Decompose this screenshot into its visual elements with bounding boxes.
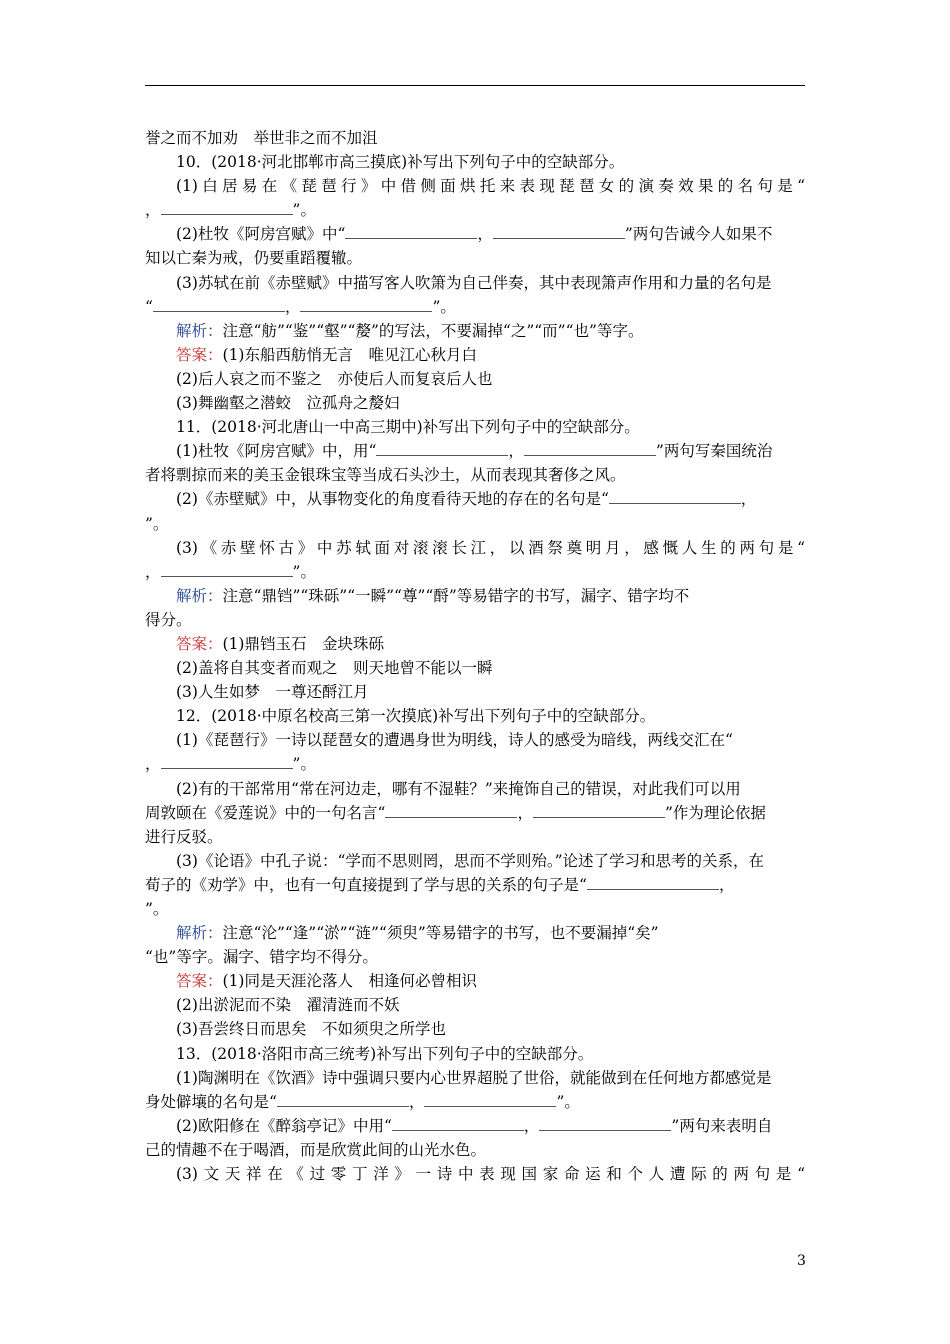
text-segment: ”两句来表明自 [671, 1116, 773, 1135]
header-rule [145, 85, 805, 86]
text-segment: (1)东船西舫悄无言 唯见江心秋月白 [222, 345, 477, 364]
text-segment: (3)《赤壁怀古》中苏轼面对滚滚长江，以酒祭奠明月，感慨人生的两句是“ [176, 538, 805, 557]
text-line [145, 608, 805, 632]
text-line [145, 126, 805, 150]
text-line [145, 512, 805, 536]
text-segment: (3)舞幽壑之潜蛟 泣孤舟之嫠妇 [176, 394, 400, 413]
text-line [145, 1162, 805, 1186]
fill-in-blank [161, 754, 293, 769]
fill-in-blank [533, 803, 665, 818]
text-line [145, 993, 805, 1017]
text-segment: ”。 [432, 297, 456, 316]
text-segment: “也”等字。漏字、错字均不得分。 [145, 948, 378, 967]
text-line [145, 536, 805, 560]
fill-in-blank [609, 489, 741, 504]
fill-in-blank [524, 441, 656, 456]
text-segment: ， [408, 1092, 425, 1111]
text-line [145, 1042, 805, 1066]
text-segment: (2)《赤壁赋》中，从事物变化的角度看待天地的存在的名句是“ [176, 490, 609, 509]
text-line [145, 801, 805, 825]
text-segment: (2)后人哀之而不鉴之 亦使后人而复哀后人也 [176, 369, 493, 388]
text-segment: ”两句写秦国统治 [655, 442, 773, 461]
text-segment: 誉之而不加劝 举世非之而不加沮 [145, 129, 378, 147]
fill-in-blank [539, 1116, 671, 1131]
text-segment: (1)鼎铛玉石 金块珠砾 [222, 634, 384, 653]
text-segment: ， [477, 225, 493, 244]
text-segment: (2)有的干部常用“常在河边走，哪有不湿鞋？”来掩饰自己的错误，对此我们可以用 [176, 779, 741, 798]
text-line [145, 391, 805, 415]
text-segment: ， [145, 755, 161, 774]
text-segment: (2)欧阳修在《醉翁亭记》中用“ [176, 1116, 392, 1135]
text-segment: ， [740, 490, 757, 509]
text-segment: 进行反驳。 [145, 827, 223, 846]
text-segment: (2)杜牧《阿房宫赋》中“ [176, 225, 346, 244]
analysis-label: 解析： [176, 586, 223, 605]
document-body [145, 126, 805, 1186]
text-line [145, 198, 805, 222]
text-segment: (2)出淤泥而不染 濯清涟而不妖 [176, 996, 400, 1015]
text-segment: (3)苏轼在前《赤壁赋》中描写客人吹箫为自己伴奏，其中表现箫声作用和力量的名句是 [176, 273, 772, 292]
text-segment: 11．(2018·河北唐山一中高三期中)补写出下列句子中的空缺部分。 [176, 418, 640, 437]
text-segment: 身处僻壤的名句是“ [145, 1092, 277, 1111]
text-line [145, 1066, 805, 1090]
fill-in-blank [161, 200, 293, 215]
text-segment: (1)同是天涯沦落人 相逢何必曾相识 [222, 972, 477, 991]
text-segment: ， [145, 562, 161, 581]
text-line [145, 1090, 805, 1114]
text-segment: ”两句告诫今人如果不 [624, 225, 773, 244]
text-line [145, 1017, 805, 1041]
text-line [145, 271, 805, 295]
text-line [145, 849, 805, 873]
page-number: 3 [797, 1253, 806, 1269]
text-line [145, 921, 805, 945]
text-segment: 者将剽掠而来的美玉金银珠宝等当成石头沙土，从而表现其奢侈之风。 [145, 466, 626, 485]
fill-in-blank [376, 441, 508, 456]
text-segment: 13．(2018·洛阳市高三统考)补写出下列句子中的空缺部分。 [176, 1044, 594, 1063]
answer-label: 答案： [176, 972, 223, 991]
fill-in-blank [392, 1116, 524, 1131]
text-segment: ”。 [292, 201, 316, 220]
text-line [145, 439, 805, 463]
text-line [145, 367, 805, 391]
text-line [145, 150, 805, 174]
text-segment: (3)人生如梦 一尊还酹江月 [176, 683, 369, 702]
text-segment: ”。 [145, 514, 169, 533]
fill-in-blank [277, 1092, 409, 1107]
text-segment: (1)杜牧《阿房宫赋》中，用“ [176, 442, 377, 461]
text-segment: ， [718, 875, 735, 894]
text-line [145, 295, 805, 319]
fill-in-blank [424, 1092, 556, 1107]
answer-label: 答案： [176, 634, 223, 653]
text-line [145, 319, 805, 343]
text-segment: ”。 [292, 755, 316, 774]
text-segment: “ [145, 297, 153, 316]
text-line [145, 343, 805, 367]
text-line [145, 752, 805, 776]
text-segment: ”。 [292, 562, 316, 581]
text-segment: 注意“沦”“逢”“淤”“涟”“须臾”等易错字的书写，也不要漏掉“矣” [222, 924, 659, 943]
text-segment: ， [508, 442, 524, 461]
text-line [145, 584, 805, 608]
text-segment: 荀子的《劝学》中，也有一句直接提到了学与思的关系的句子是“ [145, 875, 587, 894]
text-line [145, 969, 805, 993]
text-line [145, 825, 805, 849]
fill-in-blank [161, 562, 293, 577]
text-segment: 得分。 [145, 610, 192, 629]
text-line [145, 704, 805, 728]
text-segment: (3)吾尝终日而思矣 不如须臾之所学也 [176, 1020, 446, 1039]
text-segment: ”作为理论依据 [664, 803, 766, 822]
analysis-label: 解析： [176, 924, 223, 943]
fill-in-blank [153, 297, 285, 312]
text-line [145, 487, 805, 511]
text-line [145, 1114, 805, 1138]
text-line [145, 632, 805, 656]
text-segment: 注意“鼎铛”“珠砾”“一瞬”“尊”“酹”等易错字的书写，漏字、错字均不 [222, 586, 690, 605]
text-segment: (1)《琵琶行》一诗以琵琶女的遭遇身世为明线，诗人的感受为暗线，两线交汇在“ [176, 731, 733, 750]
text-segment: 10．(2018·河北邯郸市高三摸底)补写出下列句子中的空缺部分。 [176, 153, 625, 172]
fill-in-blank [587, 875, 719, 890]
text-segment: ， [145, 201, 161, 220]
text-line [145, 680, 805, 704]
fill-in-blank [345, 224, 477, 239]
text-segment: (1)陶渊明在《饮酒》诗中强调只要内心世界超脱了世俗，就能做到在任何地方都感觉是 [176, 1068, 772, 1087]
text-line [145, 415, 805, 439]
text-segment: ”。 [145, 900, 169, 918]
analysis-label: 解析： [176, 321, 223, 340]
text-line [145, 463, 805, 487]
text-segment: ， [284, 297, 301, 316]
text-segment: (3)《论语》中孔子说：“学而不思则罔，思而不学则殆。”论述了学习和思考的关系，在 [176, 851, 765, 870]
fill-in-blank [493, 224, 625, 239]
text-line [145, 246, 805, 270]
text-line [145, 728, 805, 752]
text-line [145, 777, 805, 801]
text-segment: ， [523, 1116, 540, 1135]
text-line [145, 560, 805, 584]
fill-in-blank [300, 297, 432, 312]
text-segment: 知以亡秦为戒，仍要重蹈覆辙。 [145, 249, 363, 268]
text-line [145, 897, 805, 921]
text-line [145, 222, 805, 246]
text-segment: 周敦颐在《爱莲说》中的一句名言“ [145, 803, 386, 822]
text-line [145, 174, 805, 198]
text-segment: ”。 [556, 1092, 580, 1111]
text-segment: 己的情趣不在于喝酒，而是欣赏此间的山光水色。 [145, 1140, 487, 1159]
text-line [145, 656, 805, 680]
text-segment: (1)白居易在《琵琶行》中借侧面烘托来表现琵琶女的演奏效果的名句是“ [176, 177, 805, 196]
text-segment: (2)盖将自其变者而观之 则天地曾不能以一瞬 [176, 659, 493, 678]
text-segment: (3)文天祥在《过零丁洋》一诗中表现国家命运和个人遭际的两句是“ [176, 1165, 805, 1184]
text-segment: 注意“舫”“鉴”“壑”“嫠”的写法，不要漏掉“之”“而”“也”等字。 [222, 321, 644, 340]
text-line [145, 945, 805, 969]
text-segment: ， [517, 803, 533, 822]
text-segment: 12．(2018·中原名校高三第一次摸底)补写出下列句子中的空缺部分。 [176, 707, 656, 726]
text-line [145, 1138, 805, 1162]
answer-label: 答案： [176, 345, 223, 364]
fill-in-blank [385, 803, 517, 818]
text-line [145, 873, 805, 897]
